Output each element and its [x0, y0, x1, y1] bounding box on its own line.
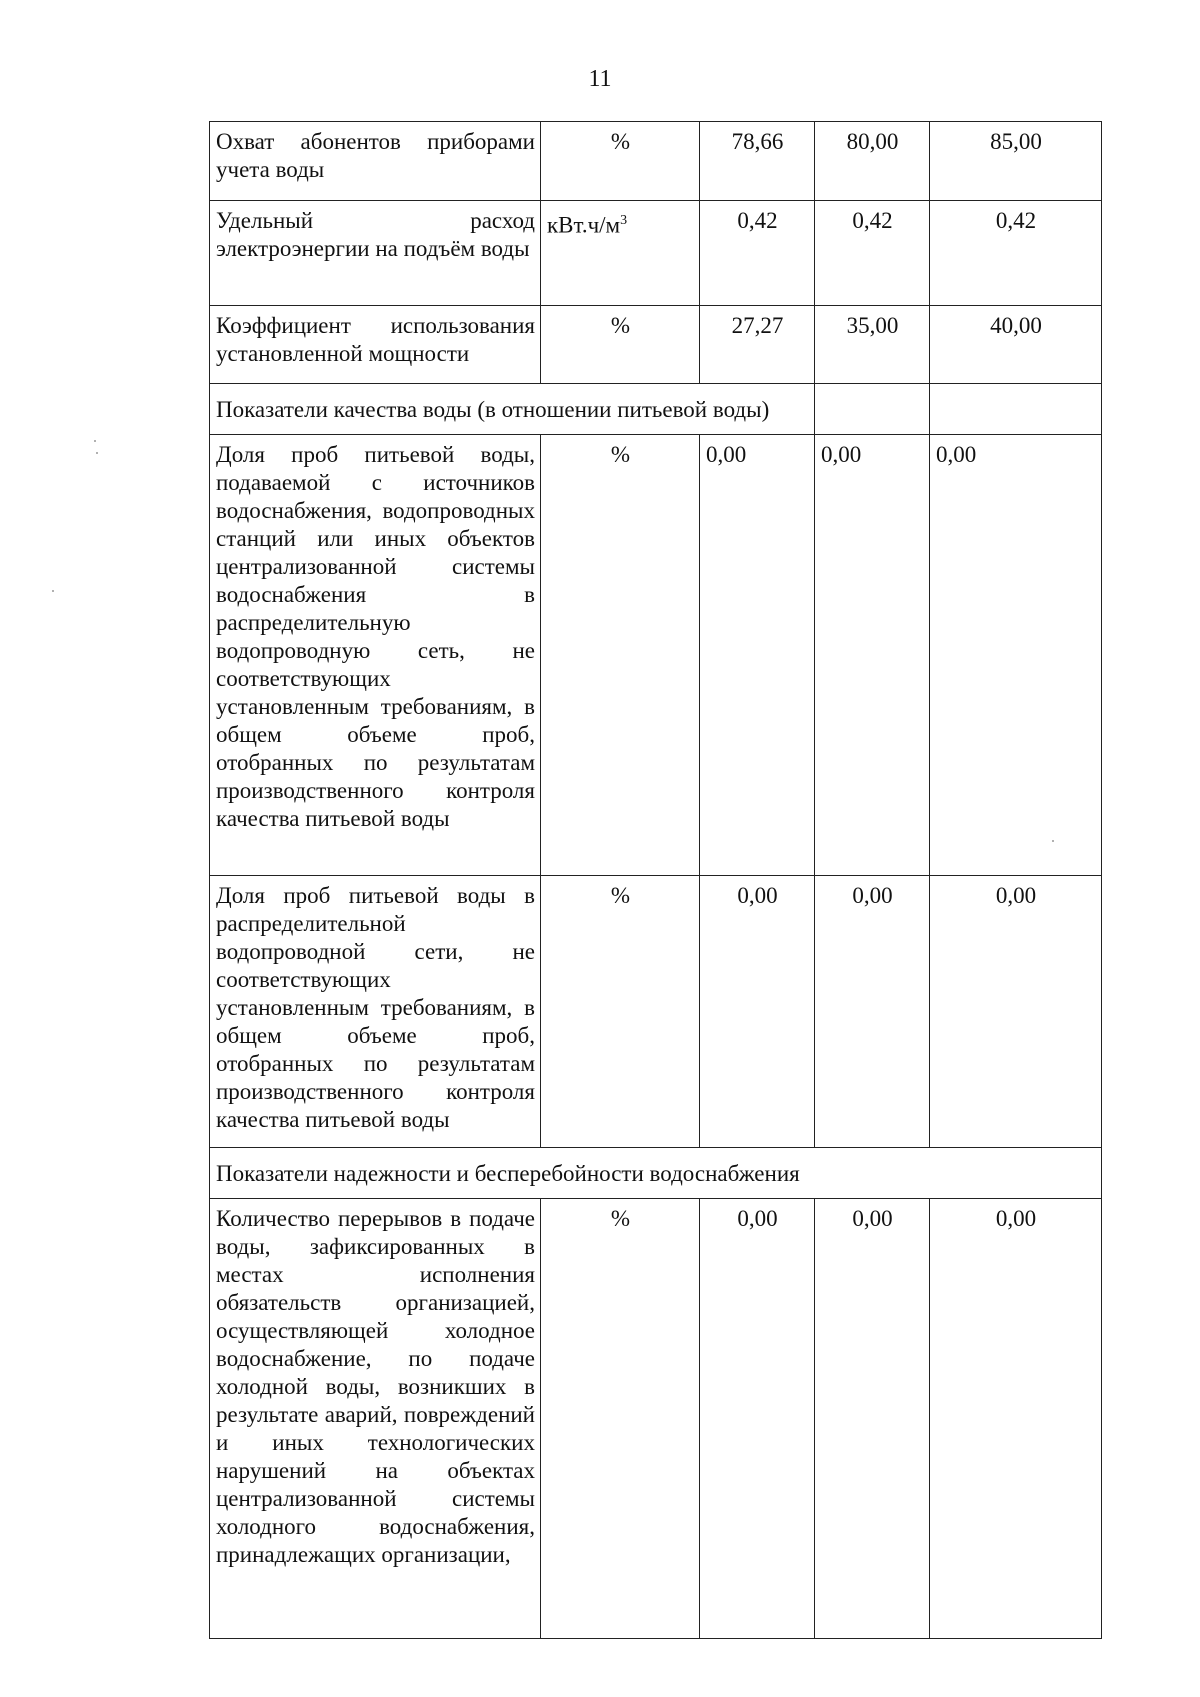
- indicator-name: Количество перерывов в подаче воды, зафиксированных в местах исполнения обязательств организацией, осуществляющей холодное водоснабжение, по подаче холодной воды, возникших в результате аварий, повреждений и иных технологических нарушений на объектах централизованной системы холодного водоснабжения, принадлежащих организации,: [210, 1199, 541, 1639]
- scan-speck: [1052, 840, 1054, 842]
- page-number: 11: [588, 66, 612, 92]
- empty-cell: [815, 384, 930, 435]
- value-cell: 0,00: [815, 435, 930, 876]
- indicator-name: Охват абонентов приборами учета воды: [210, 122, 541, 201]
- unit-superscript: 3: [620, 213, 628, 228]
- unit-cell: %: [541, 1199, 700, 1639]
- value-cell: 35,00: [815, 306, 930, 384]
- value-cell: 0,42: [700, 201, 815, 306]
- value-cell: 0,00: [700, 1199, 815, 1639]
- section-row: [210, 1148, 1102, 1199]
- indicator-name: Удельный расход электроэнергии на подъём воды: [210, 201, 541, 306]
- unit-cell: [541, 201, 700, 306]
- table-row: [210, 876, 1102, 1148]
- table-row: [210, 122, 1102, 201]
- scan-speck: [96, 452, 98, 454]
- section-row: [210, 384, 1102, 435]
- section-title: Показатели качества воды (в отношении питьевой воды): [210, 384, 815, 435]
- indicators-table: [209, 121, 1102, 1639]
- empty-cell: [930, 384, 1102, 435]
- value-cell: 0,42: [815, 201, 930, 306]
- scan-speck: [52, 590, 54, 592]
- unit-cell: %: [541, 306, 700, 384]
- table-row: [210, 435, 1102, 876]
- value-cell: 0,00: [930, 1199, 1102, 1639]
- indicator-name: Доля проб питьевой воды, подаваемой с источников водоснабжения, водопроводных станций или иных объектов централизованной системы водоснабжения в распределительную водопроводную сеть, не соответствующих установленным требованиям, в общем объеме проб, отобранных по результатам производственного контроля качества питьевой воды: [210, 435, 541, 876]
- unit-cell: %: [541, 876, 700, 1148]
- value-cell: 0,00: [930, 435, 1102, 876]
- section-title: Показатели надежности и бесперебойности водоснабжения: [210, 1148, 1102, 1199]
- unit-cell: %: [541, 122, 700, 201]
- value-cell: 0,00: [930, 876, 1102, 1148]
- value-cell: 0,00: [815, 876, 930, 1148]
- value-cell: 0,00: [700, 435, 815, 876]
- table-row: [210, 201, 1102, 306]
- value-cell: 0,00: [700, 876, 815, 1148]
- value-cell: 78,66: [700, 122, 815, 201]
- scan-speck: [94, 440, 96, 442]
- table-row: [210, 306, 1102, 384]
- value-cell: 80,00: [815, 122, 930, 201]
- value-cell: 85,00: [930, 122, 1102, 201]
- indicator-name: Коэффициент использования установленной мощности: [210, 306, 541, 384]
- value-cell: 40,00: [930, 306, 1102, 384]
- value-cell: 27,27: [700, 306, 815, 384]
- unit-cell: %: [541, 435, 700, 876]
- unit-text: кВт.ч/м: [547, 212, 621, 238]
- value-cell: 0,42: [930, 201, 1102, 306]
- value-cell: 0,00: [815, 1199, 930, 1639]
- indicator-name: Доля проб питьевой воды в распределительной водопроводной сети, не соответствующих установленным требованиям, в общем объеме проб, отобранных по результатам производственного контроля качества питьевой воды: [210, 876, 541, 1148]
- table-row: [210, 1199, 1102, 1639]
